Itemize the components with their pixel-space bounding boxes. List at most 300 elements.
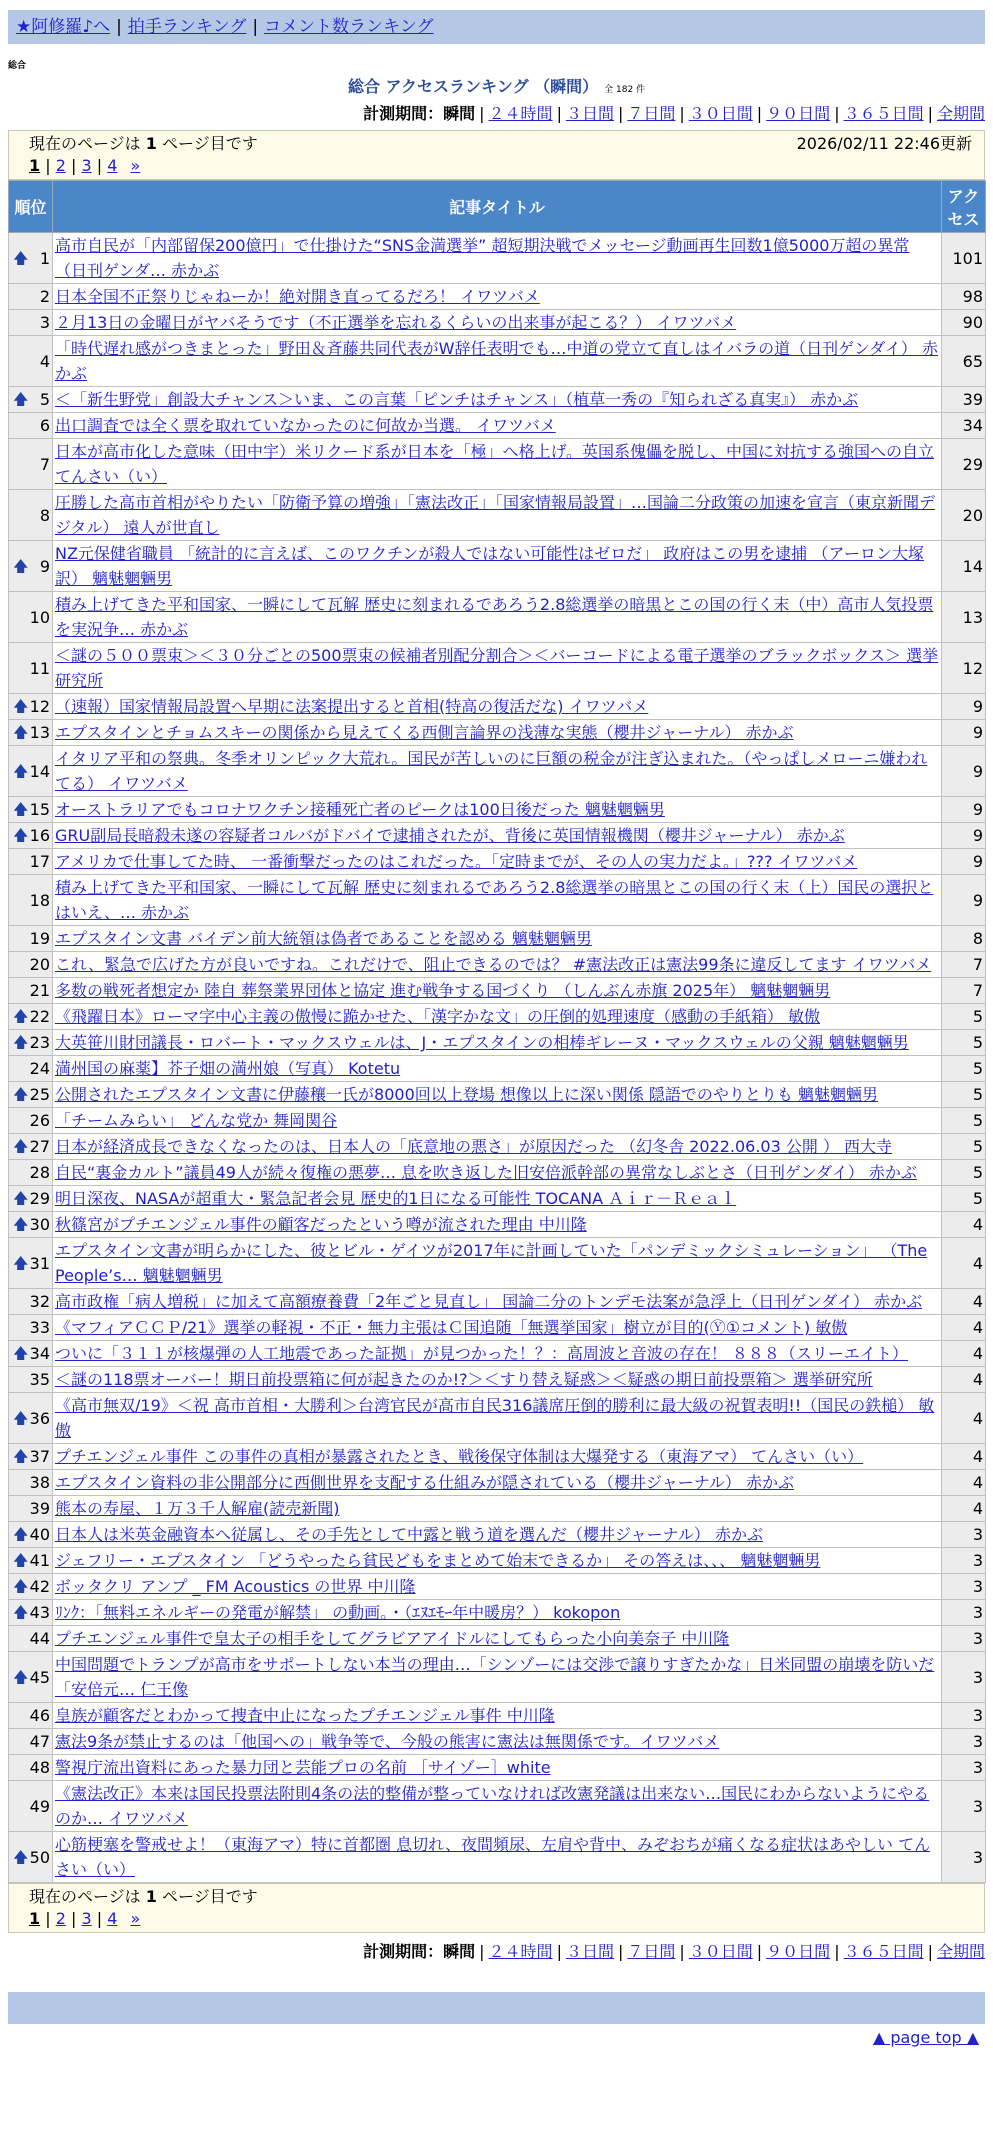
title-cell: [53, 1341, 942, 1367]
article-link[interactable]: エプスタイン文書が明らかにした、彼とビル・ゲイツが2017年に計画していた「パンデミックシミュレーション」 （The People’s… 魑魅魍魎男: [55, 1241, 928, 1285]
rank-cell: [9, 1781, 53, 1832]
access-count: 5: [942, 1108, 986, 1134]
rank-number: 18: [29, 890, 50, 910]
period-option[interactable]: ３日間: [565, 1942, 614, 1961]
rank-up-arrow-icon: 🡅: [13, 1525, 29, 1543]
rank-number: 33: [29, 1318, 50, 1337]
page-link[interactable]: 4: [107, 1909, 118, 1928]
rank-cell: [9, 746, 53, 797]
table-row: [9, 1574, 986, 1600]
rank-cell: [9, 1548, 53, 1574]
article-link[interactable]: 日本が高市化した意味（田中宇）米リクード系が日本を「極」へ格上げ。英国系傀儡を脱し、中国に対抗する強国への自立 てんさい（い）: [55, 442, 935, 486]
article-link[interactable]: ついに「３１１が核爆弾の人工地震であった証拠」が見つかった！？：高周波と音波の存在！ ８８８（スリーエイト）: [55, 1344, 908, 1363]
access-count: 5: [942, 1030, 986, 1056]
article-link[interactable]: 自民“裏金カルト”議員49人が続々復権の悪夢… 息を吹き返した旧安倍派幹部の異常なしぶとさ（日刊ゲンダイ） 赤かぶ: [55, 1163, 917, 1182]
period-selector-top: 計測期間：瞬間 | ２４時間 | ３日間 | ７日間 | ３０日間 | ９０日間 | ３６５日間 | 全期間: [363, 104, 985, 123]
title-cell: [53, 643, 942, 694]
table-row: [9, 387, 986, 413]
article-link[interactable]: プチエンジェル事件 この事件の真相が暴露されたとき、戦後保守体制は大爆発する（東海アマ） てんさい（い）: [55, 1447, 864, 1466]
access-count: 4: [942, 1470, 986, 1496]
article-link[interactable]: 警視庁流出資料にあった暴力団と芸能プロの名前 ［サイゾー］white: [55, 1758, 551, 1777]
period-label: 計測期間：: [363, 104, 444, 123]
period-selector-bottom: 計測期間：瞬間 | ２４時間 | ３日間 | ７日間 | ３０日間 | ９０日間 | ３６５日間 | 全期間: [363, 1942, 985, 1961]
rank-cell: [9, 1652, 53, 1703]
article-link[interactable]: 明日深夜、NASAが超重大・緊急記者会見 歴史的1日になる可能性 TOCANA Ａｉｒ－Ｒｅａｌ: [55, 1189, 737, 1208]
rank-cell: [9, 1703, 53, 1729]
table-row: [9, 1134, 986, 1160]
table-row: [9, 1289, 986, 1315]
rank-cell: [9, 541, 53, 592]
rank-up-arrow-icon: 🡅: [13, 826, 29, 844]
title-cell: [53, 952, 942, 978]
col-rank-header: 順位: [9, 181, 53, 233]
access-count: 5: [942, 1056, 986, 1082]
access-count: 5: [942, 1082, 986, 1108]
article-link[interactable]: 《マフィアＣＣＰ/21》選挙の軽視・不正・無力主張はＣ国追随「無選挙国家」樹立が目的(Ⓨ①コメント) 敏傲: [55, 1318, 848, 1337]
title-cell: [53, 1496, 942, 1522]
article-link[interactable]: ボッタクリ アンプ _ FM Acoustics の世界 中川隆: [55, 1577, 416, 1596]
title-cell: [53, 720, 942, 746]
table-row: [9, 1030, 986, 1056]
rank-number: 38: [29, 1473, 50, 1492]
title-cell: [53, 1108, 942, 1134]
title-cell: [53, 1082, 942, 1108]
rank-number: 29: [29, 1189, 50, 1208]
rank-up-arrow-icon: 🡅: [13, 1344, 29, 1362]
title-cell: [53, 1832, 942, 1883]
article-link[interactable]: 皇族が顧客だとわかって捜査中止になったプチエンジェル事件 中川隆: [55, 1706, 555, 1725]
bottom-bar: [8, 1992, 985, 2024]
article-link[interactable]: 公開されたエプスタイン文書に伊藤穰一氏が8000回以上登場 想像以上に深い関係 隠語でのやりとりも 魑魅魍魎男: [55, 1085, 879, 1104]
page-link[interactable]: 3: [81, 156, 92, 175]
article-link[interactable]: エプスタイン資料の非公開部分に西側世界を支配する仕組みが隠されている（櫻井ジャーナル） 赤かぶ: [55, 1473, 795, 1492]
title-cell: [53, 1056, 942, 1082]
table-row: [9, 1652, 986, 1703]
rank-up-arrow-icon: 🡅: [13, 1603, 29, 1621]
title-cell: [53, 1289, 942, 1315]
article-link[interactable]: オーストラリアでもコロナワクチン接種死亡者のピークは100日後だった 魑魅魍魎男: [55, 800, 665, 819]
article-link[interactable]: ﾘﾝｸ：「無料エネルギーの発電が解禁」 の動画。・（ｴﾇｴﾓｰ年中暖房？） kokopon: [55, 1603, 621, 1622]
rank-number: 4: [39, 351, 50, 371]
article-link[interactable]: 圧勝した高市首相がやりたい「防衛予算の増強」「憲法改正」「国家情報局設置」…国論二分政策の加速を宣言（東京新聞デジタル） 遠人が世直し: [55, 493, 936, 537]
table-row: [9, 643, 986, 694]
rank-up-arrow-icon: 🡅: [13, 1085, 29, 1103]
table-row: [9, 1470, 986, 1496]
access-count: 20: [942, 490, 986, 541]
rank-cell: [9, 797, 53, 823]
table-row: [9, 1626, 986, 1652]
rank-number: 28: [29, 1163, 50, 1182]
title-cell: [53, 978, 942, 1004]
rank-cell: [9, 720, 53, 746]
next-page-link[interactable]: »: [130, 1909, 141, 1928]
total-count: 全 182 件: [604, 85, 646, 95]
page-title-row: [0, 74, 993, 97]
rank-cell: [9, 823, 53, 849]
table-row: [9, 1160, 986, 1186]
rank-cell: [9, 849, 53, 875]
period-option[interactable]: ３０日間: [688, 1942, 753, 1961]
table-row: [9, 1703, 986, 1729]
rank-number: 44: [29, 1629, 50, 1648]
rank-number: 19: [29, 929, 50, 948]
article-link[interactable]: 心筋梗塞を警戒せよ！（東海アマ）特に首都圏 息切れ、夜間頻尿、左肩や背中、みぞおちが痛くなる症状はあやしい てんさい（い）: [55, 1835, 931, 1879]
period-option[interactable]: ３６５日間: [843, 104, 924, 123]
rank-cell: [9, 978, 53, 1004]
table-row: [9, 875, 986, 926]
article-link[interactable]: 中国問題でトランプが高市をサポートしない本当の理由…「シンゾーには交渉で譲りすぎたかな」日米同盟の崩壊を防いだ「安倍元… 仁王像: [55, 1655, 935, 1699]
rank-number: 42: [29, 1577, 50, 1596]
access-count: 4: [942, 1367, 986, 1393]
rank-cell: [9, 1522, 53, 1548]
rank-cell: [9, 1341, 53, 1367]
title-cell: [53, 233, 942, 284]
rank-number: 30: [29, 1215, 50, 1234]
rank-cell: [9, 1315, 53, 1341]
period-option[interactable]: ３０日間: [688, 104, 753, 123]
rank-cell: [9, 1082, 53, 1108]
page-status: 現在のページは 1 ページ目です: [29, 134, 258, 153]
rank-number: 17: [29, 852, 50, 871]
table-row: [9, 1186, 986, 1212]
access-count: 101: [942, 233, 986, 284]
access-count: 7: [942, 978, 986, 1004]
period-option[interactable]: ９０日間: [766, 1942, 831, 1961]
period-current: 瞬間: [443, 104, 476, 123]
col-title-header: 記事タイトル: [53, 181, 942, 233]
period-option[interactable]: 全期間: [936, 1942, 985, 1961]
period-option[interactable]: 全期間: [936, 104, 985, 123]
title-cell: [53, 797, 942, 823]
article-link[interactable]: GRU副局長暗殺未遂の容疑者コルバがドバイで逮捕されたが、背後に英国情報機関（櫻井ジャーナル） 赤かぶ: [55, 826, 845, 845]
rank-up-arrow-icon: 🡅: [13, 390, 29, 408]
rank-number: 27: [29, 1137, 50, 1156]
rank-cell: [9, 336, 53, 387]
page-links: 1 | 2 | 3 | 4 »: [29, 156, 141, 175]
access-count: 3: [942, 1522, 986, 1548]
article-link[interactable]: 「チームみらい」 どんな党か 舞岡関谷: [55, 1111, 338, 1130]
article-link[interactable]: これ、緊急で広げた方が良いですね。これだけで、阻止できるのでは？ #憲法改正は憲法99条に違反してます イワツバメ: [55, 955, 932, 974]
table-row: [9, 1056, 986, 1082]
rank-up-arrow-icon: 🡅: [13, 723, 29, 741]
title-cell: [53, 310, 942, 336]
page-link-current: 1: [29, 156, 41, 175]
rank-cell: [9, 643, 53, 694]
page-link[interactable]: 2: [55, 156, 66, 175]
rank-cell: [9, 592, 53, 643]
title-cell: [53, 1574, 942, 1600]
title-cell: [53, 1703, 942, 1729]
table-row: [9, 720, 986, 746]
article-link[interactable]: 多数の戦死者想定か 陸自 葬祭業界団体と協定 進む戦争する国づくり （しんぶん赤旗 2025年） 魑魅魍魎男: [55, 981, 831, 1000]
article-link[interactable]: 積み上げてきた平和国家、一瞬にして瓦解 歴史に刻まれるであろう2.8総選挙の暗黒とこの国の行く末（中）高市人気投票を実況争… 赤かぶ: [55, 595, 934, 639]
title-cell: [53, 875, 942, 926]
rank-number: 35: [29, 1370, 50, 1389]
article-link[interactable]: 憲法9条が禁止するのは「他国への」戦争等で、今般の熊害に憲法は無関係です。イワツバメ: [55, 1732, 720, 1751]
table-row: [9, 592, 986, 643]
rank-number: 8: [39, 505, 50, 525]
comment-ranking-link[interactable]: コメント数ランキング: [264, 17, 434, 37]
page-top-row: [0, 2028, 979, 2047]
table-row: [9, 541, 986, 592]
article-link[interactable]: 高市政権「病人増税」に加えて高額療養費「2年ごと見直し」 国論二分のトンデモ法案が急浮上（日刊ゲンダイ） 赤かぶ: [55, 1292, 923, 1311]
next-page-link[interactable]: »: [130, 156, 141, 175]
rank-up-arrow-icon: 🡅: [13, 1007, 29, 1025]
page-link[interactable]: 2: [55, 1909, 66, 1928]
rank-cell: [9, 439, 53, 490]
table-row: [9, 1729, 986, 1755]
table-row: [9, 1212, 986, 1238]
rank-number: 6: [39, 416, 50, 435]
title-cell: [53, 439, 942, 490]
article-link[interactable]: 《憲法改正》本来は国民投票法附則4条の法的整備が整っていなければ改憲発議は出来ない…国民にわからないようにやるのか… イワツバメ: [55, 1784, 930, 1828]
table-row: [9, 823, 986, 849]
period-option[interactable]: ７日間: [627, 104, 676, 123]
rank-cell: [9, 1729, 53, 1755]
rank-cell: [9, 1186, 53, 1212]
access-count: 14: [942, 541, 986, 592]
page-link[interactable]: 4: [107, 156, 118, 175]
access-count: 4: [942, 1341, 986, 1367]
rank-number: 1: [39, 248, 50, 268]
rank-cell: [9, 1238, 53, 1289]
title-cell: [53, 1004, 942, 1030]
article-link[interactable]: ＜謎の118票オーバー！期日前投票箱に何が起きたのか!?＞＜すり替え疑惑＞＜疑惑の期日前投票箱＞ 選挙研究所: [55, 1370, 873, 1389]
access-count: 4: [942, 1496, 986, 1522]
article-link[interactable]: 秋篠宮がプチエンジェル事件の顧客だったという噂が流された理由 中川隆: [55, 1215, 587, 1234]
title-cell: [53, 1781, 942, 1832]
rank-up-arrow-icon: 🡅: [13, 556, 29, 575]
rank-number: 2: [39, 287, 50, 306]
rank-cell: [9, 413, 53, 439]
period-option[interactable]: ７日間: [627, 1942, 676, 1961]
rank-up-arrow-icon: 🡅: [13, 697, 29, 715]
rank-number: 14: [29, 761, 50, 781]
access-count: 4: [942, 1212, 986, 1238]
rank-number: 15: [29, 800, 50, 819]
article-link[interactable]: エプスタインとチョムスキーの関係から見えてくる西側言論界の浅薄な実態（櫻井ジャーナル） 赤かぶ: [55, 723, 794, 742]
article-link[interactable]: プチエンジェル事件で皇太子の相手をしてグラビアアイドルにしてもらった小向美奈子 中川隆: [55, 1629, 730, 1648]
rank-up-arrow-icon: 🡅: [13, 1189, 29, 1207]
rank-number: 40: [29, 1525, 50, 1544]
rank-up-arrow-icon: 🡅: [13, 1253, 29, 1272]
access-count: 4: [942, 1289, 986, 1315]
title-cell: [53, 284, 942, 310]
article-link[interactable]: アメリカで仕事してた時、 一番衝撃だったのはこれだった。「定時までが、その人の実力だよ。」??? イワツバメ: [55, 852, 858, 871]
access-count: 8: [942, 926, 986, 952]
rank-number: 37: [29, 1447, 50, 1466]
rank-number: 34: [29, 1344, 50, 1363]
home-link[interactable]: ★阿修羅♪へ: [16, 17, 111, 37]
rank-cell: [9, 1160, 53, 1186]
rank-cell: [9, 1289, 53, 1315]
article-link[interactable]: イタリア平和の祭典。冬季オリンピック大荒れ。国民が苦しいのに巨額の税金が注ぎ込まれた。（やっぱしメローニ嫌われてる） イワツバメ: [55, 749, 928, 793]
col-access-header: アクセス: [942, 181, 986, 233]
access-count: 4: [942, 1393, 986, 1444]
article-link[interactable]: 日本全国不正祭りじゃねーか！絶対開き直ってるだろ！ イワツバメ: [55, 287, 540, 306]
article-link[interactable]: 熊本の寿屋、１万３千人解雇(読売新聞): [55, 1499, 340, 1518]
period-current: 瞬間: [443, 1942, 476, 1961]
article-link[interactable]: 日本が経済成長できなくなったのは、日本人の「底意地の悪さ」が原因だった （幻冬舎 2022.06.03 公開 ） 西大寺: [55, 1137, 893, 1156]
table-row: [9, 490, 986, 541]
table-row: [9, 849, 986, 875]
title-cell: [53, 694, 942, 720]
article-link[interactable]: 積み上げてきた平和国家、一瞬にして瓦解 歴史に刻まれるであろう2.8総選挙の暗黒とこの国の行く末（上）国民の選択とはいえ、… 赤かぶ: [55, 878, 934, 922]
rank-number: 49: [29, 1796, 50, 1816]
rank-up-arrow-icon: 🡅: [13, 1551, 29, 1569]
top-nav-bar: ★阿修羅♪へ | 拍手ランキング | コメント数ランキング: [8, 10, 985, 44]
title-cell: [53, 541, 942, 592]
access-count: 9: [942, 694, 986, 720]
period-label: 計測期間：: [363, 1942, 444, 1961]
rank-number: 50: [29, 1847, 50, 1867]
rank-up-arrow-icon: 🡅: [13, 1847, 29, 1866]
title-cell: [53, 1470, 942, 1496]
rank-number: 5: [39, 390, 50, 409]
title-cell: [53, 1212, 942, 1238]
rank-cell: [9, 1134, 53, 1160]
rank-up-arrow-icon: 🡅: [13, 1137, 29, 1155]
title-cell: [53, 1160, 942, 1186]
title-cell: [53, 1600, 942, 1626]
title-cell: [53, 1444, 942, 1470]
rank-up-arrow-icon: 🡅: [13, 1447, 29, 1465]
article-link[interactable]: 大英笹川財団議長・ロバート・マックスウェルは、J・エプスタインの相棒ギレーヌ・マックスウェルの父親 魑魅魍魎男: [55, 1033, 909, 1052]
rank-number: 43: [29, 1603, 50, 1622]
access-count: 5: [942, 1160, 986, 1186]
article-link[interactable]: エプスタイン文書 バイデン前大統領は偽者であることを認める 魑魅魍魎男: [55, 929, 592, 948]
rank-number: 24: [29, 1059, 50, 1078]
access-count: 3: [942, 1729, 986, 1755]
rank-up-arrow-icon: 🡅: [13, 1408, 29, 1427]
access-count: 3: [942, 1652, 986, 1703]
page-link[interactable]: 3: [81, 1909, 92, 1928]
title-cell: [53, 746, 942, 797]
clap-ranking-link[interactable]: 拍手ランキング: [127, 17, 247, 37]
title-cell: [53, 1393, 942, 1444]
article-link[interactable]: ＜謎の５００票束＞＜３０分ごとの500票束の候補者別配分割合＞＜バーコードによる電子選挙のブラックボックス＞ 選挙研究所: [55, 646, 939, 690]
page-links: 1 | 2 | 3 | 4 »: [29, 1909, 141, 1928]
rank-cell: [9, 1212, 53, 1238]
rank-cell: [9, 284, 53, 310]
page-link-current: 1: [29, 1909, 41, 1928]
access-count: 3: [942, 1548, 986, 1574]
rank-number: 45: [29, 1667, 50, 1687]
title-cell: [53, 490, 942, 541]
rank-number: 46: [29, 1706, 50, 1725]
access-count: 65: [942, 336, 986, 387]
rank-cell: [9, 1367, 53, 1393]
rank-cell: [9, 233, 53, 284]
title-cell: [53, 926, 942, 952]
article-link[interactable]: 日本人は米英金融資本へ従属し、その手先として中露と戦う道を選んだ（櫻井ジャーナル） 赤かぶ: [55, 1525, 763, 1544]
pager-top: [8, 130, 985, 180]
rank-number: 9: [39, 556, 50, 576]
title-cell: [53, 387, 942, 413]
title-cell: [53, 1367, 942, 1393]
article-link[interactable]: 《高市無双/19》＜祝 高市首相・大勝利＞台湾官民が高市自民316議席圧倒的勝利に最大級の祝賀表明!!（国民の鉄槌） 敏傲: [55, 1396, 935, 1440]
updated-timestamp: 2026/02/11 22:46更新: [796, 134, 972, 153]
access-count: 9: [942, 823, 986, 849]
access-count: 9: [942, 875, 986, 926]
article-link[interactable]: （速報）国家情報局設置へ早期に法案提出すると首相(特高の復活だな) イワツバメ: [55, 697, 649, 716]
access-count: 9: [942, 849, 986, 875]
rank-number: 23: [29, 1033, 50, 1052]
article-link[interactable]: 高市自民が「内部留保200億円」で仕掛けた“SNS金満選挙” 超短期決戦でメッセージ動画再生回数1億5000万超の異常（日刊ゲンダ… 赤かぶ: [55, 236, 910, 280]
period-option[interactable]: ２４時間: [488, 104, 553, 123]
article-link[interactable]: ジェフリー・エプスタイン 「どうやったら貧民どもをまとめて始末できるか」 その答えは、、、 魑魅魍魎男: [55, 1551, 821, 1570]
period-option[interactable]: ３日間: [565, 104, 614, 123]
category-label: 総合: [8, 61, 27, 71]
period-option[interactable]: ３６５日間: [843, 1942, 924, 1961]
rank-cell: [9, 310, 53, 336]
table-row: [9, 1367, 986, 1393]
article-link[interactable]: 《飛躍日本》ローマ字中心主義の傲慢に跪かせた、「漢字かな文」の圧倒的処理速度（感動の手紙箱） 敏傲: [55, 1007, 821, 1026]
period-option[interactable]: ２４時間: [488, 1942, 553, 1961]
access-count: 3: [942, 1832, 986, 1883]
page-top-link[interactable]: ▲ page top ▲: [872, 2028, 979, 2047]
rank-cell: [9, 1393, 53, 1444]
article-link[interactable]: 出口調査では全く票を取れていなかったのに何故か当選。 イワツバメ: [55, 416, 556, 435]
rank-up-arrow-icon: 🡅: [13, 1577, 29, 1595]
table-row: [9, 1082, 986, 1108]
rank-cell: [9, 1444, 53, 1470]
title-cell: [53, 1315, 942, 1341]
rank-number: 11: [29, 658, 50, 678]
article-link[interactable]: NZ元保健省職員 「統計的に言えば、このワクチンが殺人ではない可能性はゼロだ」 政府はこの男を逮捕 （アーロン大塚訳） 魑魅魍魎男: [55, 544, 924, 588]
rank-number: 32: [29, 1292, 50, 1311]
access-count: 12: [942, 643, 986, 694]
table-row: [9, 336, 986, 387]
table-row: [9, 284, 986, 310]
rank-cell: [9, 1574, 53, 1600]
page-title: 総合 アクセスランキング （瞬間）: [347, 77, 599, 96]
table-row: [9, 1548, 986, 1574]
access-count: 13: [942, 592, 986, 643]
table-row: [9, 694, 986, 720]
rank-cell: [9, 1030, 53, 1056]
title-cell: [53, 1652, 942, 1703]
rank-up-arrow-icon: 🡅: [13, 1033, 29, 1051]
access-count: 5: [942, 1186, 986, 1212]
access-count: 4: [942, 1315, 986, 1341]
article-link[interactable]: ２月13日の金曜日がヤバそうです（不正選挙を忘れるくらいの出来事が起こる？） イワツバメ: [55, 313, 737, 332]
article-link[interactable]: ＜「新生野党」創設大チャンス＞いま、この言葉「ピンチはチャンス」（植草一秀の『知られざる真実』） 赤かぶ: [55, 390, 859, 409]
article-link[interactable]: 「時代遅れ感がつきまとった」野田＆斉藤共同代表がW辞任表明でも…中道の党立て直しはイバラの道（日刊ゲンダイ） 赤かぶ: [55, 339, 938, 383]
rank-cell: [9, 1496, 53, 1522]
rank-number: 31: [29, 1253, 50, 1273]
rank-cell: [9, 490, 53, 541]
rank-cell: [9, 1108, 53, 1134]
title-cell: [53, 1755, 942, 1781]
access-count: 5: [942, 1134, 986, 1160]
article-link[interactable]: 満州国の麻薬】芥子畑の満州娘（写真） Kotetu: [55, 1059, 401, 1078]
title-cell: [53, 849, 942, 875]
rank-number: 20: [29, 955, 50, 974]
title-cell: [53, 413, 942, 439]
rank-cell: [9, 1600, 53, 1626]
period-option[interactable]: ９０日間: [766, 104, 831, 123]
rank-cell: [9, 1056, 53, 1082]
rank-number: 13: [29, 723, 50, 742]
rank-cell: [9, 952, 53, 978]
table-row: [9, 1755, 986, 1781]
rank-number: 48: [29, 1758, 50, 1777]
rank-up-arrow-icon: 🡅: [13, 248, 29, 267]
access-count: 4: [942, 1238, 986, 1289]
table-row: [9, 1496, 986, 1522]
rank-number: 22: [29, 1007, 50, 1026]
